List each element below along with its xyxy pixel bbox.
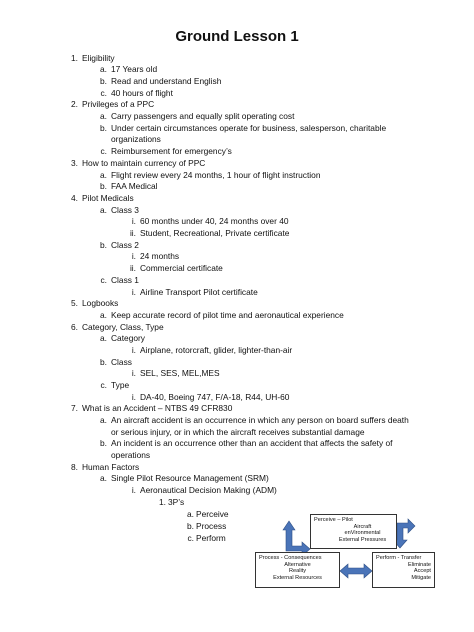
list-marker: b.	[100, 181, 107, 191]
perform-title: Perform - Transfer	[376, 555, 422, 561]
list-marker: a.	[100, 333, 107, 343]
list-marker: c.	[187, 533, 194, 543]
list-marker: 5.	[71, 298, 78, 308]
list-item-text: Single Pilot Resource Management (SRM)	[111, 473, 269, 483]
list-marker: a.	[100, 64, 107, 74]
list-marker: i.	[131, 485, 136, 495]
process-item: External Resources	[273, 574, 322, 581]
list-item-text: Reimbursement for emergency’s	[111, 146, 232, 156]
list-item-text: 60 months under 40, 24 months over 40	[140, 216, 289, 226]
list-item-text: Type	[111, 380, 130, 390]
list-item-text: Carry passengers and equally split operating cost	[111, 111, 295, 121]
list-item-text: Perceive	[196, 509, 229, 519]
document-title: Ground Lesson 1	[175, 28, 299, 45]
list-marker: a.	[187, 509, 194, 519]
list-item-text: Keep accurate record of pilot time and aeronautical experience	[111, 310, 344, 320]
list-marker: i.	[131, 345, 136, 355]
list-item-text: Logbooks	[82, 298, 119, 308]
list-marker: 4.	[71, 193, 78, 203]
list-marker: c.	[100, 275, 107, 285]
list-marker: b.	[100, 357, 107, 367]
list-item-text: Student, Recreational, Private certificate	[140, 228, 290, 238]
list-marker: b.	[100, 123, 107, 133]
list-item-text: Process	[196, 521, 227, 531]
list-marker: b.	[187, 521, 194, 531]
arrow-process-to-perceive-icon	[283, 521, 310, 556]
perform-item: Accept	[413, 568, 431, 575]
list-item-text: Airplane, rotorcraft, glider, lighter-than-air	[140, 345, 293, 355]
list-marker: b.	[100, 438, 107, 448]
list-item-text: An aircraft accident is an occurrence in which any person on board suffers death	[111, 415, 409, 425]
list-item-text: Eligibility	[82, 53, 115, 63]
list-item-text: Aeronautical Decision Making (ADM)	[140, 485, 277, 495]
list-marker: 6.	[71, 322, 78, 332]
list-item-text: What is an Accident – NTBS 49 CFR830	[82, 403, 233, 413]
list-item-text: DA-40, Boeing 747, F/A-18, R44, UH-60	[140, 392, 290, 402]
perceive-title: Perceive – Pilot	[314, 517, 353, 523]
list-item-text: FAA Medical	[111, 181, 158, 191]
process-box	[255, 552, 340, 588]
list-item-text: Pilot Medicals	[82, 193, 134, 203]
process-item: Alternative	[284, 561, 311, 568]
list-marker: i.	[131, 368, 136, 378]
list-item-text: Class	[111, 357, 132, 367]
list-marker: c.	[100, 88, 107, 98]
list-item-text: Category, Class, Type	[82, 322, 164, 332]
list-item-text: 24 months	[140, 251, 180, 261]
list-marker: c.	[100, 380, 107, 390]
process-title: Process - Consequences	[259, 555, 322, 561]
list-marker: a.	[100, 111, 107, 121]
list-item-text: How to maintain currency of PPC	[82, 158, 206, 168]
list-marker: i.	[131, 287, 136, 297]
list-item-text: Human Factors	[82, 462, 140, 472]
list-item-text: Category	[111, 333, 145, 343]
list-marker: ii.	[129, 228, 136, 238]
list-item-text: Privileges of a PPC	[82, 99, 155, 109]
list-marker: a.	[100, 170, 107, 180]
perceive-box	[310, 514, 397, 549]
list-marker: 3.	[71, 158, 78, 168]
list-marker: 1.	[71, 53, 78, 63]
list-item-text: organizations	[111, 134, 161, 144]
list-item-text: 40 hours of flight	[111, 88, 173, 98]
list-marker: 8.	[71, 462, 78, 472]
list-item-text: Airline Transport Pilot certificate	[140, 287, 258, 297]
list-marker: a.	[100, 473, 107, 483]
list-marker: a.	[100, 205, 107, 215]
perform-item: Mitigate	[411, 574, 431, 581]
list-marker: i.	[131, 216, 136, 226]
perform-item: Eliminate	[407, 561, 431, 568]
list-marker: 1.	[159, 497, 166, 507]
list-item-text: 3P’s	[168, 497, 185, 507]
list-item-text: Read and understand English	[111, 76, 222, 86]
list-item-text: operations	[111, 450, 151, 460]
list-marker: a.	[100, 415, 107, 425]
arrow-process-perform-icon	[340, 564, 372, 578]
process-item: Reality	[288, 568, 307, 575]
list-item-text: Class 1	[111, 275, 139, 285]
perform-box	[372, 552, 435, 588]
list-marker: b.	[100, 76, 107, 86]
list-item-text: SEL, SES, MEL,MES	[140, 368, 220, 378]
list-item-text: Under certain circumstances operate for business, salesperson, charitable	[111, 123, 387, 133]
list-marker: c.	[100, 146, 107, 156]
list-item-text: Class 3	[111, 205, 139, 215]
perceive-item: External Pressures	[338, 536, 387, 543]
perceive-item: Aircraft	[353, 523, 372, 530]
list-marker: i.	[131, 392, 136, 402]
list-item-text: Commercial certificate	[140, 263, 223, 273]
list-item-text: An incident is an occurrence other than an accident that affects the safety of	[111, 438, 393, 448]
list-item-text: or serious injury, or in which the aircraft receives substantial damage	[111, 427, 365, 437]
list-item-text: Perform	[196, 533, 226, 543]
list-marker: i.	[131, 251, 136, 261]
list-marker: ii.	[129, 263, 136, 273]
perceive-item: enVironmental	[344, 530, 381, 537]
list-marker: 2.	[71, 99, 78, 109]
list-marker: 7.	[71, 403, 78, 413]
list-item-text: 17 Years old	[111, 64, 158, 74]
list-marker: a.	[100, 310, 107, 320]
list-item-text: Flight review every 24 months, 1 hour of flight instruction	[111, 170, 321, 180]
list-marker: b.	[100, 240, 107, 250]
list-item-text: Class 2	[111, 240, 139, 250]
